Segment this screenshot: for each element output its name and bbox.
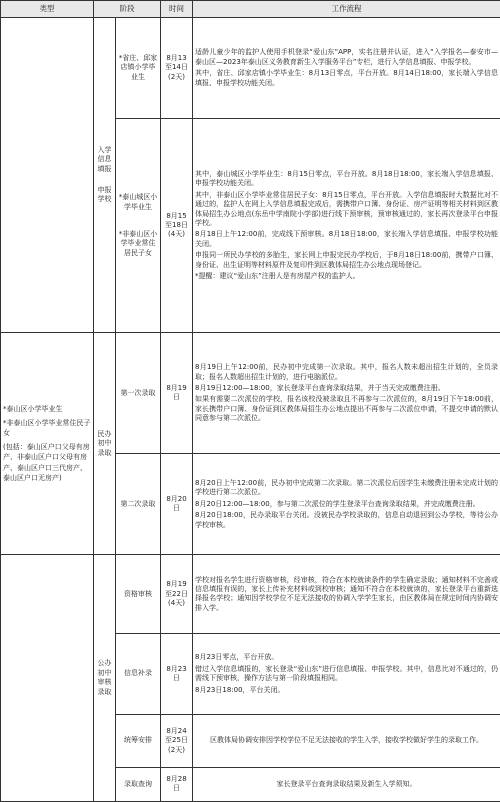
paragraph: *提醒：建议“爱山东”注册人是有房屋产权的监护人。 [195,272,360,281]
paragraph: 其中，泰山城区小学毕业生：8月15日零点，平台开放。8月18日18:00，家长端入学信息填报、申报学校功能关闭。 [195,169,498,188]
paragraph: 家长登录平台查询录取结果及新生入学须知。 [276,779,417,788]
paragraph: 8月20日18:00，民办录取平台关闭。没被民办学校录取的，信息自动退回到公办学校，等待公办学校审核。 [195,511,498,529]
query-time: 8月28日 [161,767,193,801]
stage1-cell [94,18,116,333]
header-time: 时间 [161,1,193,18]
paragraph: 区教体局协调安排因学校学位不足无法接收的学生入学，接收学校做好学生的录取工作。 [210,736,483,745]
stage1-row2-target2: *非泰山区小学毕业常住居民子女 [118,230,158,257]
paragraph: 8月20日12:00—18:00，参与第二次派位的学生登录平台查询录取结果，并完成缴费注册。 [195,499,480,508]
stage1-row1-process [193,18,500,119]
stage1-row2-target [116,119,161,333]
stage2-name: 民办初中录取 [94,333,116,555]
review-time: 8月19至22日(4天) [161,555,193,634]
round2-label: 第二次录取 [116,454,161,555]
paragraph: 8月19日12:00—18:00，家长登录平台查询录取结果，并于当天完成缴费注册。 [195,383,445,392]
type-line2: *非泰山区小学毕业常住民子女 [3,418,91,438]
supplement-time: 8月23日 [161,634,193,715]
query-label: 录取查询 [116,767,161,801]
header-row [1,1,500,18]
paragraph: 如果有需要二次派位的学校，报名该校没被录取且不再参与二次派位的，8月19日下午18:00前，家长携带户口簿、身份证到区教体局招生办公地点提出不再参与二次派位申请，不提交申请的默认同意参与第二次派位。 [195,395,498,423]
stage1-row2-target1: *泰山城区小学毕业生 [118,193,158,211]
paragraph: 8月23日18:00，平台关闭。 [195,685,285,694]
paragraph: 8月19日上午12:00前，民办初中完成第一次录取。其中，报名人数未超出招生计划的，全员录取；报名人数超出招生计划的，进行电脑派位。 [195,363,498,381]
paragraph: 8月20日上午12:00前，民办初中完成第二次录取。第二次派位后因学生未缴费注册未完成计划的学校进行第二次派位。 [195,478,498,497]
paragraph: 申报同一所民办学校的多胎生，家长网上申报完民办学校后，于8月18日18:00前，携带户口簿、身份证、出生证明等材料原件及复印件到区教体局招生办公地点现场登记。 [195,251,498,269]
paragraph: 其中，非泰山区小学毕业常住居民子女：8月15日零点，平台开放。入学信息填报时大数据比对不通过的，监护人在网上入学信息填报完成后，需携带户口簿、身份证、房产证明等相关材料到区教体局招生办公地点(东岳中学南院小学部)进行线下预审核，预审核通过的，家长再次登录平台申报学校。 [195,190,498,227]
table-row [1,18,500,119]
stage1-row1-target: *省庄、邱家店镇小学毕业生 [116,18,161,119]
stage3-name: 公办初中审核录取 [94,555,116,802]
stage1-row2-process [193,119,500,333]
paragraph: 适龄儿童少年的监护人使用手机登录“爱山东”APP，实名注册并认证，进入“入学报名—泰安市—泰山区—2023年泰山区义务教育新生入学服务平台”专栏，进行入学信息填报、申报学校。 [195,48,498,66]
supplement-label: 信息补录 [116,634,161,715]
supplement-process [193,634,500,715]
paragraph: 8月23日零点，平台开放。 [195,653,279,662]
header-type: 类型 [1,1,94,18]
type-line1: *泰山区小学毕业生 [3,405,63,414]
header-process: 工作流程 [193,1,500,18]
paragraph: 其中，省庄、邱家店镇小学毕业生：8月13日零点，平台开放。8月14日18:00，家长端入学信息填报、申报学校功能关闭。 [195,69,498,87]
type-cell [1,333,94,555]
stage1-row1-time: 8月13至14日(2天) [161,18,193,119]
review-process [193,555,500,634]
coordinate-process [193,715,500,768]
type-line3: (包括：泰山区户口父母有房产、非泰山区户口父母有房产、泰山区户口三代房产、泰山区户口无房产) [3,442,90,483]
round2-process [193,454,500,555]
coordinate-label: 统筹安排 [116,715,161,768]
round1-label: 第一次录取 [116,333,161,454]
round1-time: 8月19日 [161,333,193,454]
coordinate-time: 8月24至25日(2天) [161,715,193,768]
query-process [193,767,500,801]
round2-time: 8月20日 [161,454,193,555]
paragraph: 错过入学信息填报的，家长登录“爱山东”进行信息填报、申报学校。其中，信息比对不通过的，仍需线下预审核，操作方法与第一阶段填报相同。 [195,664,498,683]
round1-process [193,333,500,454]
paragraph: 8月18日上午12:00前，完成线下预审核。8月18日18:00，家长端入学信息填报、申报学校功能关闭。 [195,230,498,248]
paragraph: 学校对报名学生进行资格审核，经审核，符合在本校就读条件的学生确定录取；通知材料不完善或信息填报有误的，家长上传补充材料或到校审核；通知不符合在本校就读的，家长登录平台重新选择报名学校；通知因学校学位不足无法接收的协调入学学生家长，由区教体局在规定时间内协调安排入学。 [195,575,498,612]
type-cell-empty [1,555,94,802]
header-stage: 阶段 [94,1,161,18]
stage1-row2-time: 8月15至18日(4天) [161,119,193,333]
table-row [1,333,500,454]
table-row [1,555,500,634]
type-cell-empty [1,18,94,333]
review-label: 资格审核 [116,555,161,634]
stage1-sub: 申报学校 [97,185,112,204]
stage1-name: 入学信息填报 [97,145,112,173]
